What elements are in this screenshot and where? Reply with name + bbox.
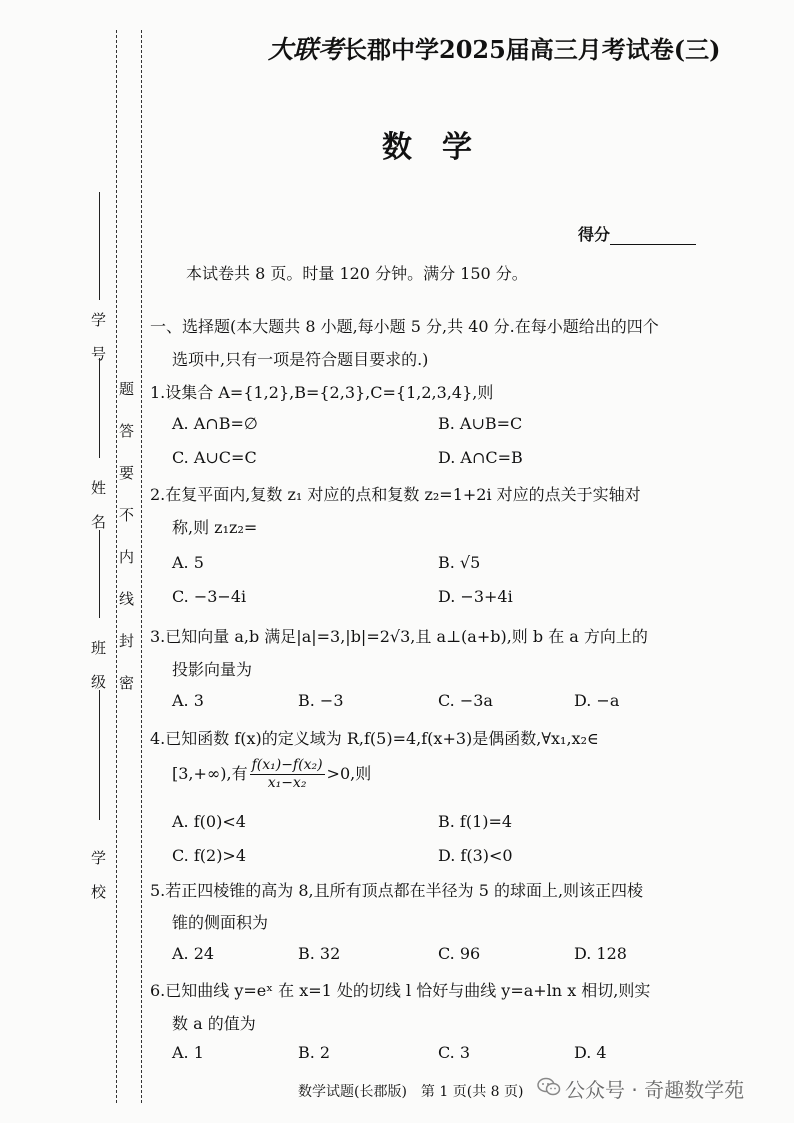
field-class-line bbox=[99, 690, 100, 820]
q5-option-a[interactable]: A. 24 bbox=[172, 944, 215, 963]
q4-option-d[interactable]: D. f(3)<0 bbox=[438, 846, 513, 865]
question-5-stem: 5.若正四棱锥的高为 8,且所有顶点都在半径为 5 的球面上,则该正四棱 bbox=[150, 881, 644, 900]
q3-option-b[interactable]: B. −3 bbox=[298, 691, 344, 710]
q2-option-a[interactable]: A. 5 bbox=[172, 553, 204, 572]
seal-char: 线 bbox=[119, 590, 135, 608]
field-school-label: 学 校 bbox=[89, 850, 107, 901]
page-footer: 数学试题(长郡版) 第 1 页(共 8 页) bbox=[298, 1084, 524, 1100]
q1-option-d[interactable]: D. A∩C=B bbox=[438, 448, 523, 467]
seal-char: 答 bbox=[119, 422, 135, 440]
field-name-line bbox=[99, 530, 100, 618]
q4-stem-pre: [3,+∞),有 bbox=[172, 764, 248, 783]
wechat-icon bbox=[537, 1076, 561, 1098]
q6-option-c[interactable]: C. 3 bbox=[438, 1043, 471, 1062]
exam-intro: 本试卷共 8 页。时量 120 分钟。满分 150 分。 bbox=[186, 264, 528, 283]
score-label: 得分 bbox=[578, 225, 611, 244]
q4-fraction bbox=[250, 757, 325, 792]
q4-option-c[interactable]: C. f(2)>4 bbox=[172, 846, 247, 865]
seal-char: 密 bbox=[119, 674, 135, 692]
question-1-stem: 1.设集合 A={1,2},B={2,3},C={1,2,3,4},则 bbox=[150, 383, 494, 402]
seal-char: 题 bbox=[119, 380, 135, 398]
field-name-label: 姓 名 bbox=[89, 480, 107, 531]
q6-option-a[interactable]: A. 1 bbox=[172, 1043, 204, 1062]
seal-char: 不 bbox=[119, 506, 135, 524]
q3-option-a[interactable]: A. 3 bbox=[172, 691, 204, 710]
score-field bbox=[578, 222, 696, 245]
seal-char: 要 bbox=[119, 464, 135, 482]
field-number-label: 学 号 bbox=[89, 312, 107, 363]
question-6-stem-line2: 数 a 的值为 bbox=[172, 1014, 256, 1033]
question-2-stem: 2.在复平面内,复数 z₁ 对应的点和复数 z₂=1+2i 对应的点关于实轴对 bbox=[150, 485, 641, 504]
q1-option-c[interactable]: C. A∪C=C bbox=[172, 448, 257, 467]
question-2-stem-line2: 称,则 z₁z₂= bbox=[172, 518, 258, 537]
question-5-stem-line2: 锥的侧面积为 bbox=[172, 913, 269, 932]
q4-option-a[interactable]: A. f(0)<4 bbox=[172, 812, 246, 831]
section-heading: 一、选择题(本大题共 8 小题,每小题 5 分,共 40 分.在每小题给出的四个 bbox=[150, 317, 659, 336]
q4-stem-post: >0,则 bbox=[326, 764, 372, 783]
binding-dashed-line-inner bbox=[141, 30, 142, 1103]
q2-option-d[interactable]: D. −3+4i bbox=[438, 587, 513, 606]
q4-fraction-denominator: x₁−x₂ bbox=[267, 775, 307, 791]
score-blank[interactable] bbox=[610, 228, 696, 245]
question-6-stem: 6.已知曲线 y=eˣ 在 x=1 处的切线 l 恰好与曲线 y=a+ln x 相切,则实 bbox=[150, 981, 651, 1000]
brand-logo-text: 大联考 bbox=[268, 35, 344, 64]
field-class-label: 班 级 bbox=[89, 640, 107, 691]
title-text: 长郡中学2025届高三月考试卷(三) bbox=[343, 35, 721, 64]
q3-option-c[interactable]: C. −3a bbox=[438, 691, 493, 710]
q4-option-b[interactable]: B. f(1)=4 bbox=[438, 812, 513, 831]
question-3-stem-line2: 投影向量为 bbox=[172, 660, 253, 679]
q5-option-d[interactable]: D. 128 bbox=[574, 944, 627, 963]
q3-option-d[interactable]: D. −a bbox=[574, 691, 620, 710]
binding-dashed-line bbox=[116, 30, 117, 1103]
field-number-line bbox=[99, 192, 100, 300]
question-4-stem: 4.已知函数 f(x)的定义域为 R,f(5)=4,f(x+3)是偶函数,∀x₁,x₂∈ bbox=[150, 729, 599, 748]
q5-option-c[interactable]: C. 96 bbox=[438, 944, 481, 963]
q6-option-b[interactable]: B. 2 bbox=[298, 1043, 331, 1062]
seal-char: 内 bbox=[119, 548, 135, 566]
watermark-text: 公众号 · 奇趣数学苑 bbox=[565, 1078, 745, 1102]
exam-title bbox=[268, 30, 721, 66]
section-heading-line2: 选项中,只有一项是符合题目要求的.) bbox=[172, 350, 429, 369]
q5-option-b[interactable]: B. 32 bbox=[298, 944, 341, 963]
q2-option-b[interactable]: B. √5 bbox=[438, 553, 481, 572]
q2-option-c[interactable]: C. −3−4i bbox=[172, 587, 247, 606]
q1-option-a[interactable]: A. A∩B=∅ bbox=[172, 414, 258, 433]
seal-char: 封 bbox=[119, 632, 135, 650]
q4-fraction-numerator: f(x₁)−f(x₂) bbox=[251, 757, 323, 773]
field-number-line-2 bbox=[99, 358, 100, 458]
q1-option-b[interactable]: B. A∪B=C bbox=[438, 414, 523, 433]
question-3-stem: 3.已知向量 a,b 满足|a|=3,|b|=2√3,且 a⊥(a+b),则 b 在 a 方向上的 bbox=[150, 627, 648, 646]
question-4-stem-line2 bbox=[172, 757, 371, 792]
q6-option-d[interactable]: D. 4 bbox=[574, 1043, 607, 1062]
subject-title: 数 学 bbox=[382, 130, 472, 165]
